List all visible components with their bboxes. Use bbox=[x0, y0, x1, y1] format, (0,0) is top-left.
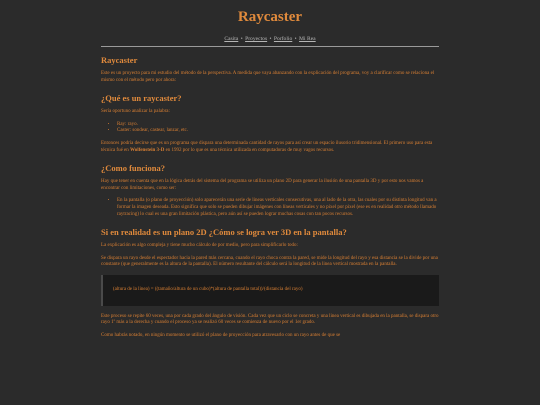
site-header bbox=[0, 0, 540, 47]
analyze-paragraph: Sería oportuno analizar la palabra: bbox=[101, 109, 170, 115]
article-title: Raycaster bbox=[101, 55, 138, 65]
list-item: • En la pantalla (o plano de proyección) solo aparecerán una serie de lineas verticales consecutivas, una al lado de la otra, las cuales por su distinta longitud van a formar la imagen deseada. Esto significa que solo se pueden dibujar imágenes con líneas verticales y no pixel por pixel (ese es en realidad otro método llamado raytracing) lo cual es una gran limitación plástica, pero aún así se pueden lograr muchas cosas con tan pocos recursos. bbox=[117, 198, 439, 218]
nav-separator: • bbox=[294, 36, 297, 42]
conclusion-paragraph bbox=[101, 141, 439, 154]
nav-link-porfolio[interactable]: Porfolio bbox=[273, 36, 293, 42]
limitations-list bbox=[101, 198, 439, 218]
nav-separator: • bbox=[269, 36, 272, 42]
explanation-paragraph: La explicación es algo compleja y tiene mucho cálculo de por medio, pero para simplificarlo todo: bbox=[101, 243, 298, 249]
nav-link-proyectos[interactable]: Proyectos bbox=[245, 36, 268, 42]
conclusion-text-start: Entonces podría decirse que es un programa que dispara una determinada cantidad de rayos para así crear un espacio ilusorio tridimensional. El primero uso para esta técnica fué en bbox=[101, 140, 433, 153]
last-paragraph: Como habrás notado, en ningún momento se utilizó el plano de proyección para atravesarlo con un rayo antes de que se bbox=[101, 332, 341, 338]
how-paragraph: Hay que tener en cuenta que en la lógica detrás del sistema del programa se utiliza un plano 2D para generar la ilusión de una pantalla 3D y por esto nos vamos a encontrar con limitaciones, como ser: bbox=[101, 179, 424, 191]
main-nav bbox=[0, 35, 540, 43]
formula-code-block: (altura de la linea) = ((tamaño/altura de un cubo)*(altura de pantalla total))/(distancia del rayo) bbox=[101, 275, 439, 306]
wolfenstein-title: Wolfenstein 3-D bbox=[130, 147, 165, 153]
intro-paragraph: Este es un proyecto para mi estudio del método de la perspectiva. A medida que vaya abanzando con la explicación del programa, voy a clarificar como se relaciona el mismo con el método pero por ahora: bbox=[101, 71, 435, 83]
heading-2d-to-3d: Si en realidad es un plano 2D ¿Cómo se logra ver 3D en la pantalla? bbox=[101, 227, 347, 238]
repeat-paragraph: Este proceso se repite 60 veces, una por cada grado del ángulo de visión. Cada vez que un ciclo se concreta y una linea vertical es dibujada en la pantalla, se dispara otro rayo 1º más a la derecha y cuando el proceso ya se realizó 60 veces se comienza de nuevo por el 1er grado. bbox=[101, 313, 439, 326]
heading-what-is-raycaster: ¿Qué es un raycaster? bbox=[101, 93, 182, 104]
nav-separator: • bbox=[240, 36, 243, 42]
ray-paragraph: Se dispara un rayo desde el espectador hacia la pared más cercana, cuando el rayo choca contra la pared, se mide la longitud del rayo y esa distancia se la divide por una constante (que generalmente es la altura de la pantalla). El número resultante del cálculo será la longitud de la linea vertical mostrada en la pantalla. bbox=[101, 255, 438, 268]
article-body bbox=[101, 47, 439, 339]
list-item: • Ray: rayo. bbox=[117, 122, 439, 129]
nav-link-mi-rea[interactable]: Mi Rea bbox=[299, 36, 316, 42]
definitions-list bbox=[101, 122, 439, 135]
conclusion-text-end: en 1992 por lo que es una técnica utilizada en computadoras de muy vagos recursos. bbox=[164, 147, 335, 153]
list-item: • Caster: sondear, castear, lanzar, etc. bbox=[117, 128, 439, 135]
nav-link-casita[interactable]: Casita bbox=[224, 36, 239, 42]
heading-how-it-works: ¿Como funciona? bbox=[101, 163, 165, 174]
site-title: Raycaster bbox=[237, 9, 303, 25]
